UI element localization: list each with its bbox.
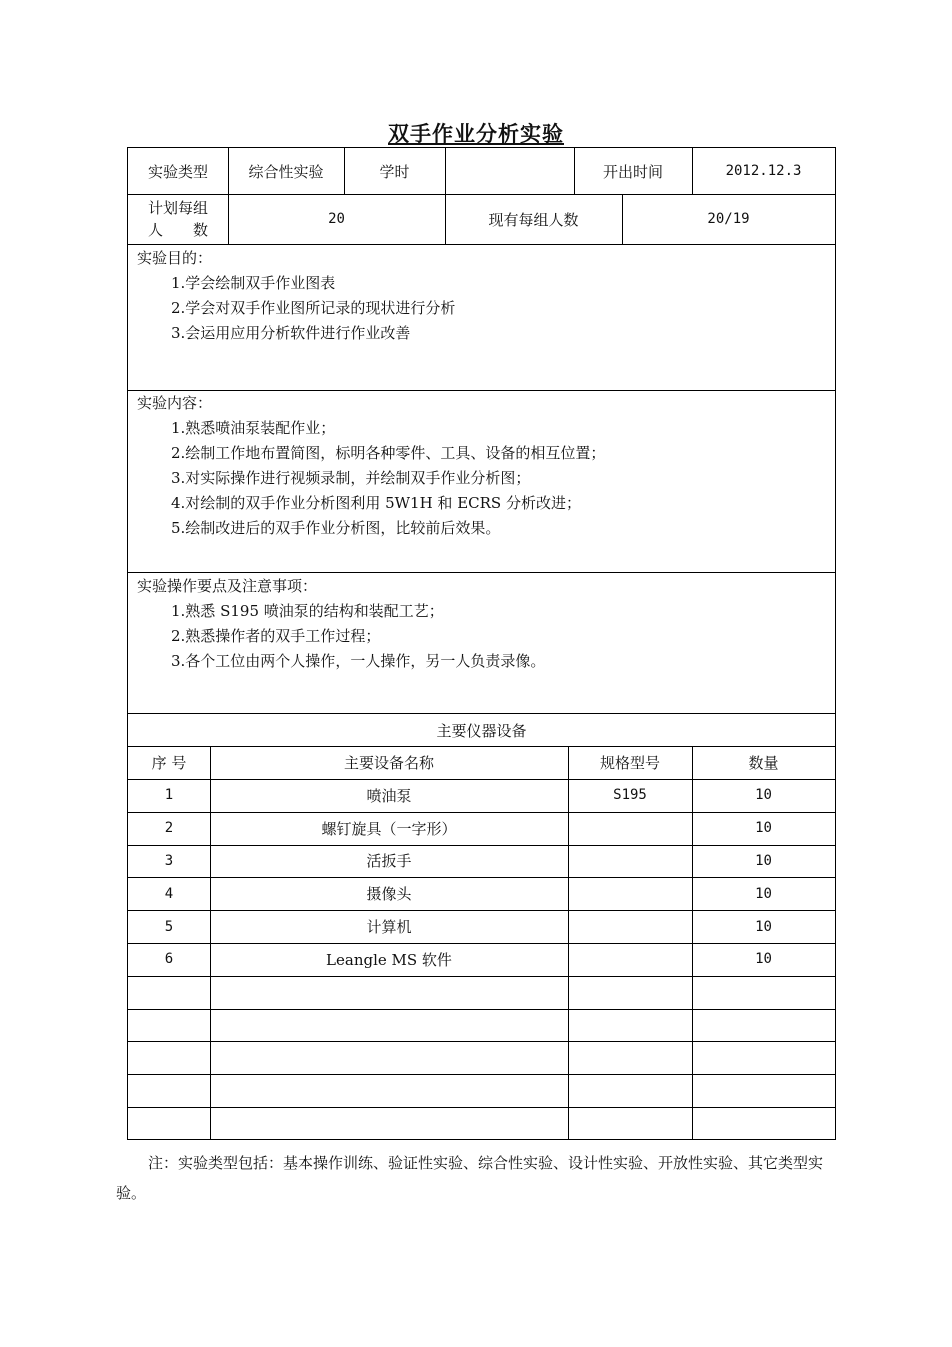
equipment-column-header: 规格型号 <box>599 754 660 772</box>
notes-section <box>137 574 545 674</box>
purpose-item: 2.学会对双手作业图所记录的现状进行分析 <box>171 299 456 317</box>
notes-heading: 实验操作要点及注意事项： <box>137 577 318 595</box>
purpose-item: 1.学会绘制双手作业图表 <box>171 274 336 292</box>
table-cell: 4 <box>164 885 174 902</box>
plan-value: 20 <box>328 211 345 227</box>
purpose-item: 3.会运用应用分析软件进行作业改善 <box>171 324 411 342</box>
purpose-section <box>137 246 455 346</box>
table-cell <box>568 812 692 845</box>
notes-item: 3.各个工位由两个人操作，一人操作，另一人负责录像。 <box>171 652 546 670</box>
table-cell: 3 <box>164 852 174 869</box>
current-label: 现有每组人数 <box>488 210 579 229</box>
table-cell: 螺钉旋具（一字形） <box>321 819 457 838</box>
table-cell <box>210 1107 568 1140</box>
equipment-column-header: 序 号 <box>151 754 187 772</box>
table-cell: 1 <box>164 787 174 804</box>
table-cell <box>128 976 210 1009</box>
table-cell <box>128 1074 210 1107</box>
content-item: 3.对实际操作进行视频录制，并绘制双手作业分析图； <box>171 469 531 487</box>
table-cell <box>568 910 692 943</box>
table-cell <box>128 1009 210 1042</box>
content-item: 4.对绘制的双手作业分析图利用 5W1H 和 ECRS 分析改进； <box>171 494 581 512</box>
table-cell: 10 <box>755 820 772 837</box>
table-cell <box>210 1074 568 1107</box>
table-cell <box>128 1107 210 1140</box>
current-value: 20/19 <box>707 211 750 227</box>
equipment-heading: 主要仪器设备 <box>436 721 527 740</box>
table-cell: 10 <box>755 787 772 804</box>
table-cell <box>210 976 568 1009</box>
table-cell <box>692 1009 835 1042</box>
page-title: 双手作业分析实验 <box>388 122 564 146</box>
table-cell: 活扳手 <box>366 852 412 871</box>
content-item: 1.熟悉喷油泵装配作业； <box>171 419 336 437</box>
table-cell <box>568 976 692 1009</box>
table-cell <box>692 1041 835 1074</box>
table-cell: 6 <box>164 951 174 968</box>
table-cell <box>568 845 692 878</box>
table-cell: 10 <box>755 951 772 968</box>
table-cell: 5 <box>164 918 174 935</box>
table-cell: 10 <box>755 852 772 869</box>
table-cell: 计算机 <box>366 918 412 937</box>
table-cell <box>568 1074 692 1107</box>
table-cell <box>568 1041 692 1074</box>
content-heading: 实验内容： <box>137 394 213 412</box>
table-cell <box>568 943 692 976</box>
equipment-column-header: 主要设备名称 <box>343 754 434 772</box>
table-cell: 喷油泵 <box>366 786 412 805</box>
table-cell: 2 <box>164 820 174 837</box>
table-cell: S195 <box>613 787 647 804</box>
table-cell: Leangle MS 软件 <box>326 950 452 969</box>
plan-label <box>128 194 228 244</box>
table-cell <box>210 1041 568 1074</box>
content-item: 2.绘制工作地布置简图，标明各种零件、工具、设备的相互位置； <box>171 444 606 462</box>
notes-item: 2.熟悉操作者的双手工作过程； <box>171 627 381 645</box>
plan-label-line1: 计划每组 <box>147 199 208 217</box>
content-section <box>137 391 605 541</box>
type-label: 实验类型 <box>147 162 208 181</box>
notes-item: 1.熟悉 S195 喷油泵的结构和装配工艺； <box>171 602 444 620</box>
hours-label: 学时 <box>379 162 410 181</box>
table-cell <box>568 877 692 910</box>
table-cell: 摄像头 <box>366 885 412 904</box>
table-cell <box>692 1107 835 1140</box>
table-cell <box>128 1041 210 1074</box>
table-cell <box>210 1009 568 1042</box>
table-cell <box>692 976 835 1009</box>
open-time-label: 开出时间 <box>602 162 663 181</box>
table-cell: 10 <box>755 918 772 935</box>
purpose-heading: 实验目的： <box>137 249 213 267</box>
hours-value <box>445 148 574 194</box>
equipment-column-header: 数量 <box>748 754 779 772</box>
table-cell <box>568 1009 692 1042</box>
content-item: 5.绘制改进后的双手作业分析图，比较前后效果。 <box>171 519 501 537</box>
type-value: 综合性实验 <box>248 162 324 181</box>
table-cell: 10 <box>755 885 772 902</box>
table-cell <box>568 1107 692 1140</box>
open-time-value: 2012.12.3 <box>725 163 802 179</box>
footnote: 注：实验类型包括：基本操作训练、验证性实验、综合性实验、设计性实验、开放性实验、其它类型实验。 <box>116 1154 824 1202</box>
table-cell <box>692 1074 835 1107</box>
plan-label-line2: 人 数 <box>147 221 208 239</box>
